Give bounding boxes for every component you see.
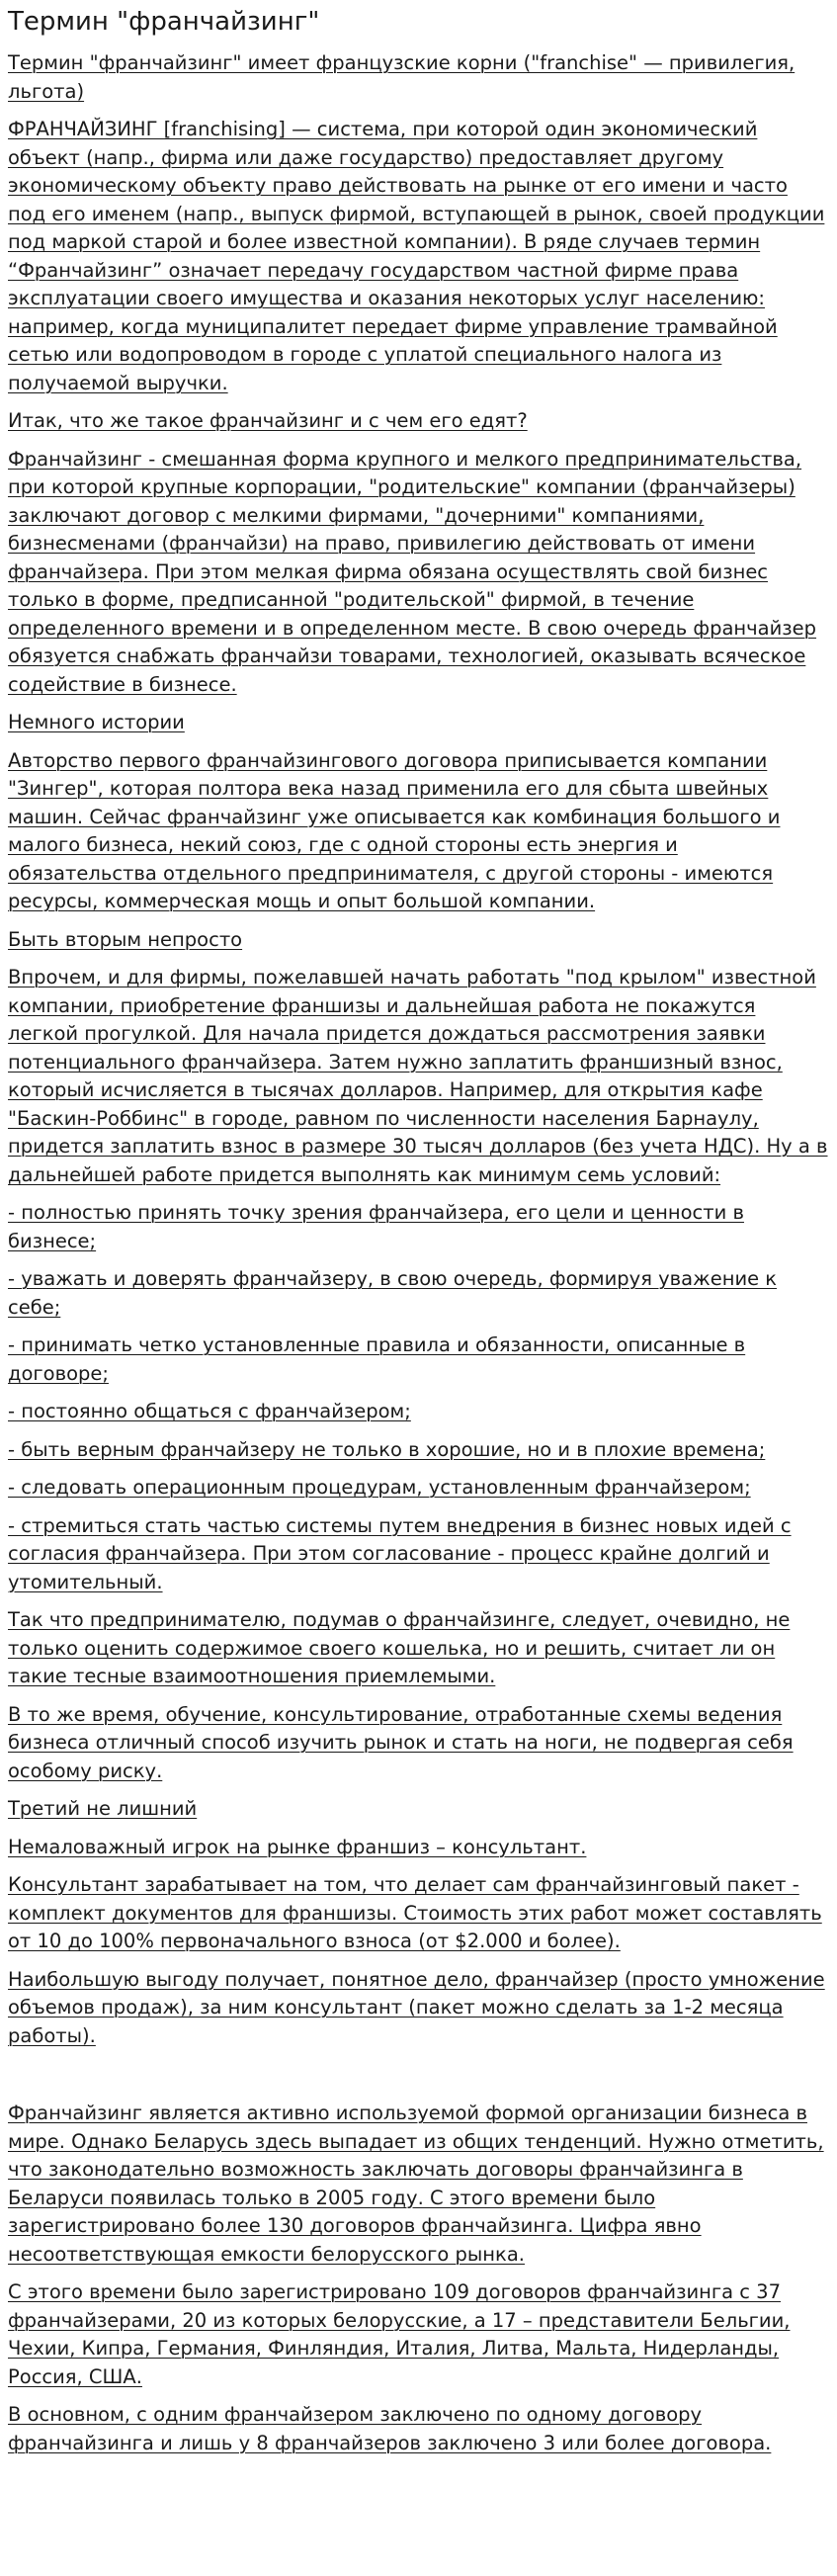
list-item-condition: - принимать четко установленные правила и обязанности, описанные в договоре;	[8, 1333, 746, 1385]
paragraph-definition: ФРАНЧАЙЗИНГ [franchising] — система, при которой один экономический объект (напр., фирма или даже государство) предоставляет другому экономическому объекту право действовать на рынке от его имени и часто под его именем (напр., выпуск фирмой, вступающей в рынок, своей продукции под маркой старой и более известной компании). В ряде случаев термин “Франчайзинг” означает передачу государством частной фирме права эксплуатации своего имущества и оказания некоторых услуг населению: например, когда муниципалитет передает фирме управление трамвайной сетью или водопроводом в городе с уплатой специального налога из получаемой выручки.	[8, 118, 825, 394]
list-item-condition: - уважать и доверять франчайзеру, в свою очередь, формируя уважение к себе;	[8, 1267, 778, 1319]
paragraph-registered: С этого времени было зарегистрировано 109 договоров франчайзинга с 37 франчайзерами, 20 из которых белорусские, а 17 – представители Бельгии, Чехии, Кипра, Германия, Финляндия, Италия, Литва, Мальта, Нидерланды, Россия, США.	[8, 2280, 791, 2388]
list-item-condition: - быть верным франчайзеру не только в хорошие, но и в плохие времена;	[8, 1437, 766, 1461]
article	[8, 0, 830, 2467]
paragraph-consultant-fees: Консультант зарабатывает на том, что делает сам франчайзинговый пакет - комплект документов для франшизы. Стоимость этих работ может составлять от 10 до 100% первоначального взноса (от $2.000 и более).	[8, 1873, 822, 1952]
list-item-condition: - постоянно общаться с франчайзером;	[8, 1400, 411, 1422]
section-heading-second: Быть вторым непросто	[8, 927, 243, 951]
list-item-condition: - стремиться стать частью системы путем внедрения в бизнес новых идей с согласия франчайзера. При этом согласование - процесс крайне долгий и утомительный.	[8, 1513, 792, 1593]
paragraph-belarus: Франчайзинг является активно используемой формой организации бизнеса в мире. Однако Беларусь здесь выпадает из общих тенденций. Нужно отметить, что законодательно возможность заключать договоры франчайзинга в Беларуси появилась только в 2005 году. С этого времени было зарегистрировано более 130 договоров франчайзинга. Цифра явно несоответствующая емкости белорусского рынка.	[8, 2102, 824, 2266]
paragraph-history: Авторство первого франчайзингового договора приписывается компании "Зингер", которая полтора века назад применила его для сбыта швейных машин. Сейчас франчайзинг уже описывается как комбинация большого и малого бизнеса, некий союз, где с одной стороны есть энергия и обязательства отдельного предпринимателя, с другой стороны - имеются ресурсы, коммерческая мощь и опыт большой компании.	[8, 748, 781, 912]
paragraph-franchising-form: Франчайзинг - смешанная форма крупного и мелкого предпринимательства, при которой крупные корпорации, "родительские" компании (франчайзеры) заключают договор с мелкими фирмами, "дочерними" компаниями, бизнесменами (франчайзи) на право, привилегию действовать от имени франчайзера. При этом мелкая фирма обязана осуществлять свой бизнес только в форме, предписанной "родительской" фирмой, в течение определенного времени и в определенном месте. В свою очередь франчайзер обязуется снабжать франчайзи товарами, технологией, оказывать всяческое содействие в бизнесе.	[8, 447, 817, 696]
paragraph-profit: Наибольшую выгоду получает, понятное дело, франчайзер (просто умножение объемов продаж), за ним консультант (пакет можно сделать за 1-2 месяца работы).	[8, 1967, 825, 2047]
paragraph-benefits: В то же время, обучение, консультирование, отработанные схемы ведения бизнеса отличный способ изучить рынок и стать на ноги, не подвергая себя особому риску.	[8, 1702, 794, 1782]
paragraph-consultant-intro: Немаловажный игрок на рынке франшиз – консультант.	[8, 1835, 587, 1858]
list-item-condition: - следовать операционным процедурам, установленным франчайзером;	[8, 1476, 751, 1499]
section-heading-third: Третий не лишний	[8, 1797, 198, 1820]
section-question: Итак, что же такое франчайзинг и с чем его едят?	[8, 409, 528, 432]
paragraph-spacer	[8, 2060, 830, 2100]
paragraph-term-origin: Термин "франчайзинг" имеет французские корни ("franchise" — привилегия, льгота)	[8, 51, 795, 103]
page-title: Термин "франчайзинг"	[8, 7, 320, 37]
paragraph-summary: В основном, с одним франчайзером заключено по одному договору франчайзинга и лишь у 8 франчайзеров заключено 3 или более договора.	[8, 2403, 772, 2454]
list-item-condition: - полностью принять точку зрения франчайзера, его цели и ценности в бизнесе;	[8, 1201, 744, 1252]
section-heading-history: Немного истории	[8, 711, 185, 733]
paragraph-conclusion: Так что предпринимателю, подумав о франчайзинге, следует, очевидно, не только оценить содержимое своего кошелька, но и решить, считает ли он такие тесные взаимоотношения приемлемыми.	[8, 1608, 791, 1687]
paragraph-conditions-intro: Впрочем, и для фирмы, пожелавшей начать работать "под крылом" известной компании, приобретение франшизы и дальнейшая работа не покажутся легкой прогулкой. Для начала придется дождаться рассмотрения заявки потенциального франчайзера. Затем нужно заплатить франшизный взнос, который исчисляется в тысячах долларов. Например, для открытия кафе "Баскин-Роббинс" в городе, равном по численности населения Барнаулу, придется заплатить взнос в размере 30 тысяч долларов (без учета НДС). Ну а в дальнейшей работе придется выполнять как минимум семь условий:	[8, 966, 828, 1186]
